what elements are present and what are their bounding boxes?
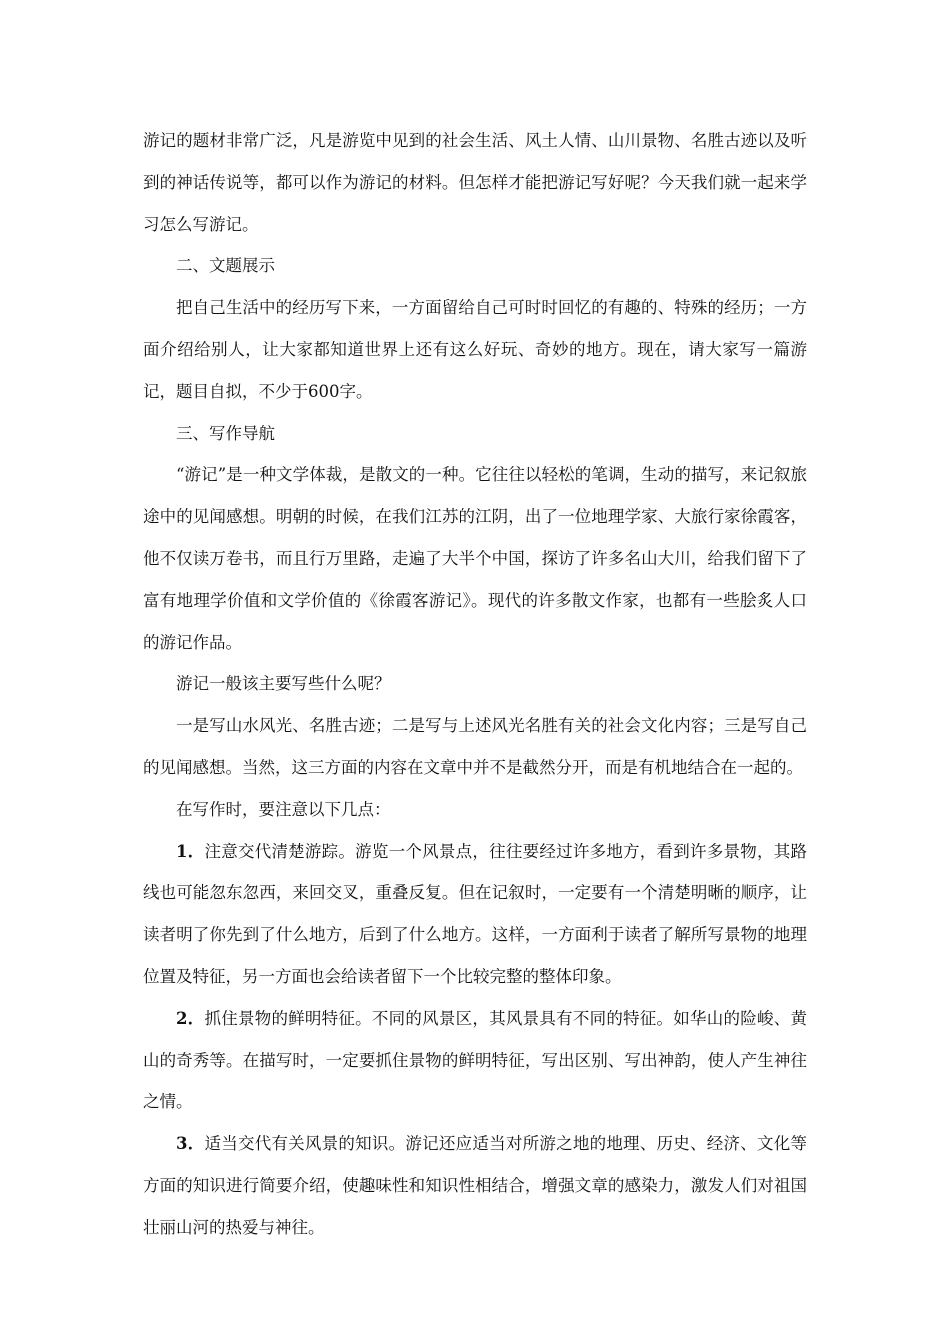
document-body — [143, 120, 807, 1249]
point-text: 适当交代有关风景的知识。游记还应适当对所游之地的地理、历史、经济、文化等方面的知识进行简要介绍，使趣味性和知识性相结合，增强文章的感染力，激发人们对祖国壮丽山河的热爱与神往。 — [143, 1134, 807, 1237]
paragraph-notes-intro: 在写作时，要注意以下几点： — [176, 799, 391, 819]
point-text: 抓住景物的鲜明特征。不同的风景区，其风景具有不同的特征。如华山的险峻、黄山的奇秀等。在描写时，一定要抓住景物的鲜明特征，写出区别、写出神韵，使人产生神往之情。 — [143, 1008, 807, 1112]
point-number: 3． — [176, 1134, 205, 1154]
point-text: 注意交代清楚游踪。游览一个风景点，往往要经过许多地方，看到许多景物，其路线也可能忽东忽西，来回交叉，重叠反复。但在记叙时，一定要有一个清楚明晰的顺序，让读者明了你先到了什么地方，后到了什么地方。这样，一方面利于读者了解所写景物的地理位置及特征，另一方面也会给读者留下一个比较完整的整体印象。 — [143, 841, 807, 986]
paragraph-question: 游记一般该主要写些什么呢？ — [176, 674, 391, 694]
section-heading-topic: 二、文题展示 — [176, 256, 275, 276]
paragraph-intro-continued: 游记的题材非常广泛，凡是游览中见到的社会生活、风土人情、山川景物、名胜古迹以及听到的神话传说等，都可以作为游记的材料。但怎样才能把游记写好呢？今天我们就一起来学习怎么写游记。 — [143, 131, 807, 234]
point-number: 1． — [176, 841, 205, 861]
paragraph-point-3 — [143, 1123, 807, 1248]
paragraph-writing-prompt: 把自己生活中的经历写下来，一方面留给自己可时时回忆的有趣的、特殊的经历；一方面介绍给别人，让大家都知道世界上还有这么好玩、奇妙的地方。现在，请大家写一篇游记，题目自拟，不少于600字。 — [143, 298, 807, 401]
paragraph-point-2 — [143, 998, 807, 1123]
point-number: 2． — [176, 1008, 205, 1028]
paragraph-point-1 — [143, 831, 807, 998]
paragraph-answer: 一是写山水风光、名胜古迹；二是写与上述风光名胜有关的社会文化内容；三是写自己的见闻感想。当然，这三方面的内容在文章中并不是截然分开，而是有机地结合在一起的。 — [143, 716, 807, 777]
section-heading-guide: 三、写作导航 — [176, 423, 275, 443]
paragraph-travelogue-definition: “游记”是一种文学体裁，是散文的一种。它往往以轻松的笔调，生动的描写，来记叙旅途中的见闻感想。明朝的时候，在我们江苏的江阴，出了一位地理学家、大旅行家徐霞客，他不仅读万卷书，而且行万里路，走遍了大半个中国，探访了许多名山大川，给我们留下了富有地理学价值和文学价值的《徐霞客游记》。现代的许多散文作家，也都有一些脍炙人口的游记作品。 — [143, 465, 807, 652]
